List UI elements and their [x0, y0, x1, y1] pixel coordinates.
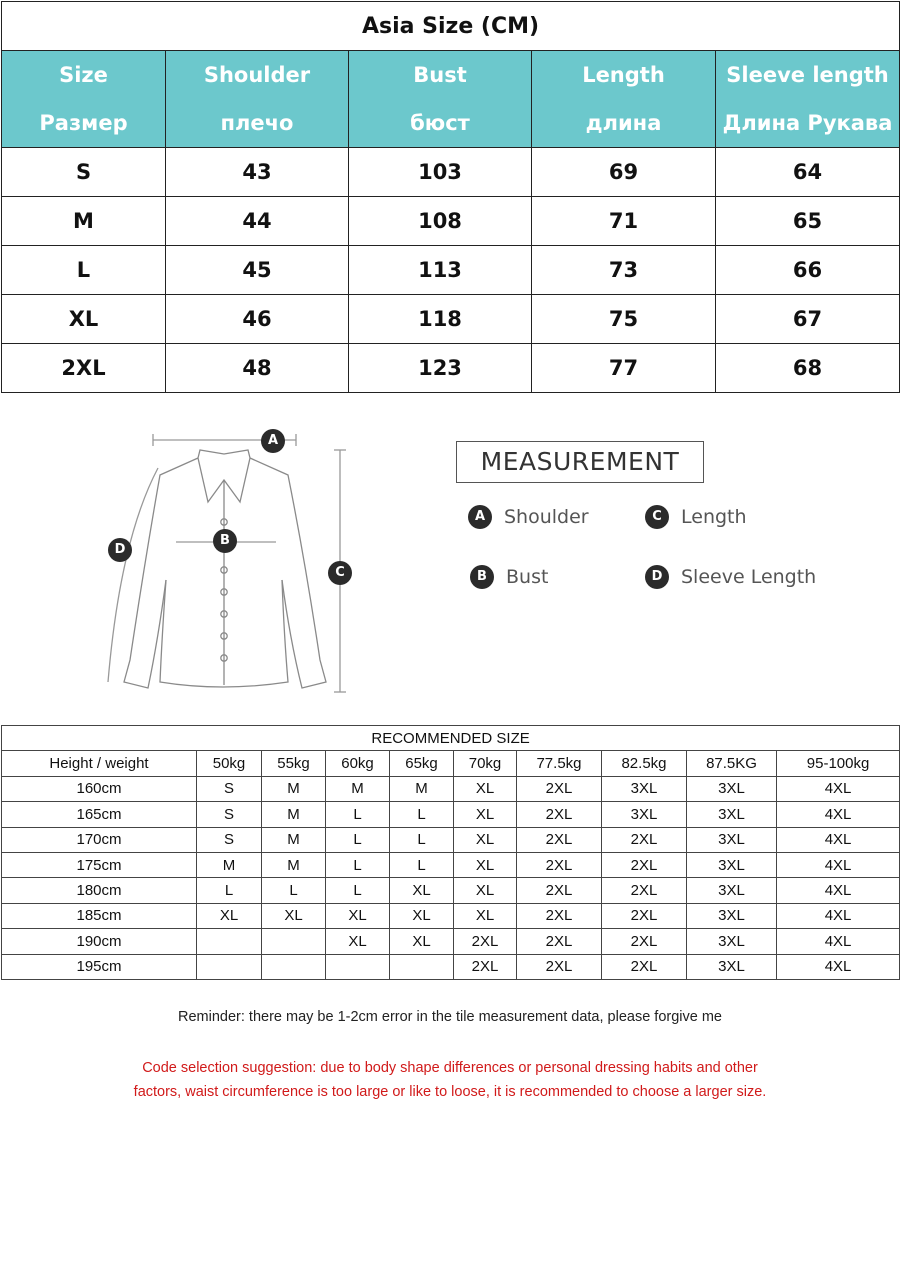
size-cell: 3XL: [602, 776, 687, 801]
size-cell: L: [326, 852, 390, 877]
size-cell: L: [390, 802, 454, 827]
header-shoulder-ru: плечо: [166, 99, 349, 148]
sleeve-cell: 68: [716, 344, 900, 393]
size-cell: [197, 929, 262, 954]
recommended-size-table: [1, 725, 900, 980]
size-cell: XL: [326, 929, 390, 954]
length-cell: 71: [532, 197, 716, 246]
table-row: [2, 246, 900, 295]
bust-cell: 113: [349, 246, 532, 295]
recommended-header-row: [2, 751, 900, 776]
size-cell: M: [390, 776, 454, 801]
header-size-ru: Размер: [2, 99, 166, 148]
size-cell: 3XL: [687, 827, 777, 852]
marker-d-icon: D: [108, 538, 132, 562]
suggestion-line-1: Code selection suggestion: due to body shape differences or personal dressing habits and other: [142, 1060, 758, 1076]
size-cell: 4XL: [777, 878, 900, 903]
size-cell: L: [326, 827, 390, 852]
header-weight: 65kg: [390, 751, 454, 776]
header-shoulder: Shoulder: [166, 51, 349, 100]
header-weight: 60kg: [326, 751, 390, 776]
size-cell: XL: [390, 878, 454, 903]
size-cell: XL: [390, 903, 454, 928]
size-cell: S: [197, 802, 262, 827]
shoulder-cell: 43: [166, 148, 349, 197]
size-cell: S: [197, 776, 262, 801]
measurement-title: MEASUREMENT: [480, 447, 680, 476]
size-cell: 2XL: [517, 929, 602, 954]
size-cell: XL: [390, 929, 454, 954]
size-cell: L: [197, 878, 262, 903]
height-cell: 190cm: [2, 929, 197, 954]
size-cell: XL: [454, 878, 517, 903]
legend-sleeve-length: [645, 565, 816, 589]
size-cell: L: [2, 246, 166, 295]
size-cell: [390, 954, 454, 979]
legend-label: Sleeve Length: [681, 566, 817, 588]
size-cell: [262, 929, 326, 954]
size-cell: 2XL: [454, 954, 517, 979]
size-cell: 2XL: [517, 776, 602, 801]
header-sleeve-length-ru: Длина Рукава: [716, 99, 900, 148]
header-height-weight: Height / weight: [2, 751, 197, 776]
size-cell: 3XL: [687, 852, 777, 877]
size-cell: 2XL: [517, 954, 602, 979]
bust-cell: 118: [349, 295, 532, 344]
size-cell: [326, 954, 390, 979]
sleeve-cell: 67: [716, 295, 900, 344]
header-weight: 87.5KG: [687, 751, 777, 776]
size-cell: XL: [2, 295, 166, 344]
header-weight: 77.5kg: [517, 751, 602, 776]
marker-c-icon: C: [328, 561, 352, 585]
size-cell: 3XL: [602, 802, 687, 827]
size-cell: L: [326, 878, 390, 903]
legend-bust: [470, 565, 548, 589]
legend-marker-b-icon: B: [470, 565, 494, 589]
shoulder-cell: 45: [166, 246, 349, 295]
size-cell: 2XL: [2, 344, 166, 393]
size-cell: 3XL: [687, 776, 777, 801]
marker-a-icon: A: [261, 429, 285, 453]
size-cell: M: [326, 776, 390, 801]
size-cell: XL: [262, 903, 326, 928]
size-cell: 2XL: [602, 929, 687, 954]
size-cell: 4XL: [777, 802, 900, 827]
size-cell: M: [197, 852, 262, 877]
size-cell: 2XL: [602, 878, 687, 903]
size-cell: XL: [454, 827, 517, 852]
table-row: [2, 954, 900, 979]
size-cell: 3XL: [687, 802, 777, 827]
measurement-title-box: [456, 441, 704, 483]
size-chart-header-ru: [2, 99, 900, 148]
bust-cell: 123: [349, 344, 532, 393]
size-cell: XL: [454, 776, 517, 801]
height-cell: 195cm: [2, 954, 197, 979]
length-cell: 69: [532, 148, 716, 197]
size-chart-title: Asia Size (CM): [2, 2, 900, 51]
sleeve-cell: 66: [716, 246, 900, 295]
bust-cell: 108: [349, 197, 532, 246]
table-row: [2, 344, 900, 393]
table-row: [2, 802, 900, 827]
legend-marker-c-icon: C: [645, 505, 669, 529]
header-bust: Bust: [349, 51, 532, 100]
legend-marker-d-icon: D: [645, 565, 669, 589]
size-cell: 2XL: [602, 827, 687, 852]
size-cell: S: [2, 148, 166, 197]
size-cell: M: [2, 197, 166, 246]
size-cell: L: [262, 878, 326, 903]
bust-cell: 103: [349, 148, 532, 197]
marker-b-icon: B: [213, 529, 237, 553]
header-length-ru: длина: [532, 99, 716, 148]
legend-label: Length: [681, 506, 747, 528]
legend-label: Bust: [506, 566, 549, 588]
size-cell: L: [390, 827, 454, 852]
size-cell: 4XL: [777, 852, 900, 877]
header-weight: 82.5kg: [602, 751, 687, 776]
size-cell: 2XL: [454, 929, 517, 954]
size-cell: 4XL: [777, 776, 900, 801]
length-cell: 75: [532, 295, 716, 344]
header-bust-ru: бюст: [349, 99, 532, 148]
size-cell: M: [262, 852, 326, 877]
header-weight: 70kg: [454, 751, 517, 776]
size-cell: M: [262, 802, 326, 827]
size-cell: 2XL: [602, 954, 687, 979]
size-cell: 2XL: [517, 802, 602, 827]
size-cell: XL: [454, 802, 517, 827]
size-cell: [197, 954, 262, 979]
table-row: [2, 148, 900, 197]
size-cell: 2XL: [602, 903, 687, 928]
header-weight: 55kg: [262, 751, 326, 776]
reminder-note: Reminder: there may be 1-2cm error in the tile measurement data, please forgive me: [178, 1009, 722, 1025]
shoulder-cell: 48: [166, 344, 349, 393]
size-cell: L: [390, 852, 454, 877]
height-cell: 170cm: [2, 827, 197, 852]
size-cell: 3XL: [687, 954, 777, 979]
size-cell: 4XL: [777, 929, 900, 954]
size-cell: 2XL: [517, 878, 602, 903]
size-cell: 4XL: [777, 827, 900, 852]
length-cell: 73: [532, 246, 716, 295]
shoulder-cell: 44: [166, 197, 349, 246]
header-weight: 50kg: [197, 751, 262, 776]
size-cell: 3XL: [687, 878, 777, 903]
table-row: [2, 852, 900, 877]
suggestion-note: [0, 1056, 900, 1104]
legend-shoulder: [468, 505, 589, 529]
table-row: [2, 827, 900, 852]
table-row: [2, 295, 900, 344]
header-length: Length: [532, 51, 716, 100]
height-cell: 180cm: [2, 878, 197, 903]
sleeve-cell: 64: [716, 148, 900, 197]
size-cell: 3XL: [687, 929, 777, 954]
size-cell: 2XL: [602, 852, 687, 877]
header-size: Size: [2, 51, 166, 100]
size-cell: XL: [454, 852, 517, 877]
size-cell: 2XL: [517, 827, 602, 852]
size-cell: M: [262, 776, 326, 801]
header-weight: 95-100kg: [777, 751, 900, 776]
height-cell: 185cm: [2, 903, 197, 928]
size-cell: XL: [326, 903, 390, 928]
sleeve-cell: 65: [716, 197, 900, 246]
table-row: [2, 929, 900, 954]
legend-length: [645, 505, 747, 529]
size-cell: 4XL: [777, 903, 900, 928]
table-row: [2, 776, 900, 801]
legend-marker-a-icon: A: [468, 505, 492, 529]
size-cell: 2XL: [517, 852, 602, 877]
length-cell: 77: [532, 344, 716, 393]
size-cell: XL: [454, 903, 517, 928]
size-cell: S: [197, 827, 262, 852]
size-cell: L: [326, 802, 390, 827]
size-cell: [262, 954, 326, 979]
shoulder-cell: 46: [166, 295, 349, 344]
legend-label: Shoulder: [504, 506, 589, 528]
size-cell: M: [262, 827, 326, 852]
size-cell: 3XL: [687, 903, 777, 928]
height-cell: 175cm: [2, 852, 197, 877]
height-cell: 165cm: [2, 802, 197, 827]
suggestion-line-2: factors, waist circumference is too large or like to loose, it is recommended to choose a larger size.: [133, 1084, 767, 1100]
recommended-title: RECOMMENDED SIZE: [2, 726, 900, 751]
size-cell: 2XL: [517, 903, 602, 928]
size-chart-table: [1, 1, 900, 393]
size-cell: 4XL: [777, 954, 900, 979]
shirt-diagram: [100, 420, 370, 710]
header-sleeve-length: Sleeve length: [716, 51, 900, 100]
table-row: [2, 878, 900, 903]
size-chart-header-en: [2, 51, 900, 100]
height-cell: 160cm: [2, 776, 197, 801]
size-cell: XL: [197, 903, 262, 928]
table-row: [2, 197, 900, 246]
table-row: [2, 903, 900, 928]
